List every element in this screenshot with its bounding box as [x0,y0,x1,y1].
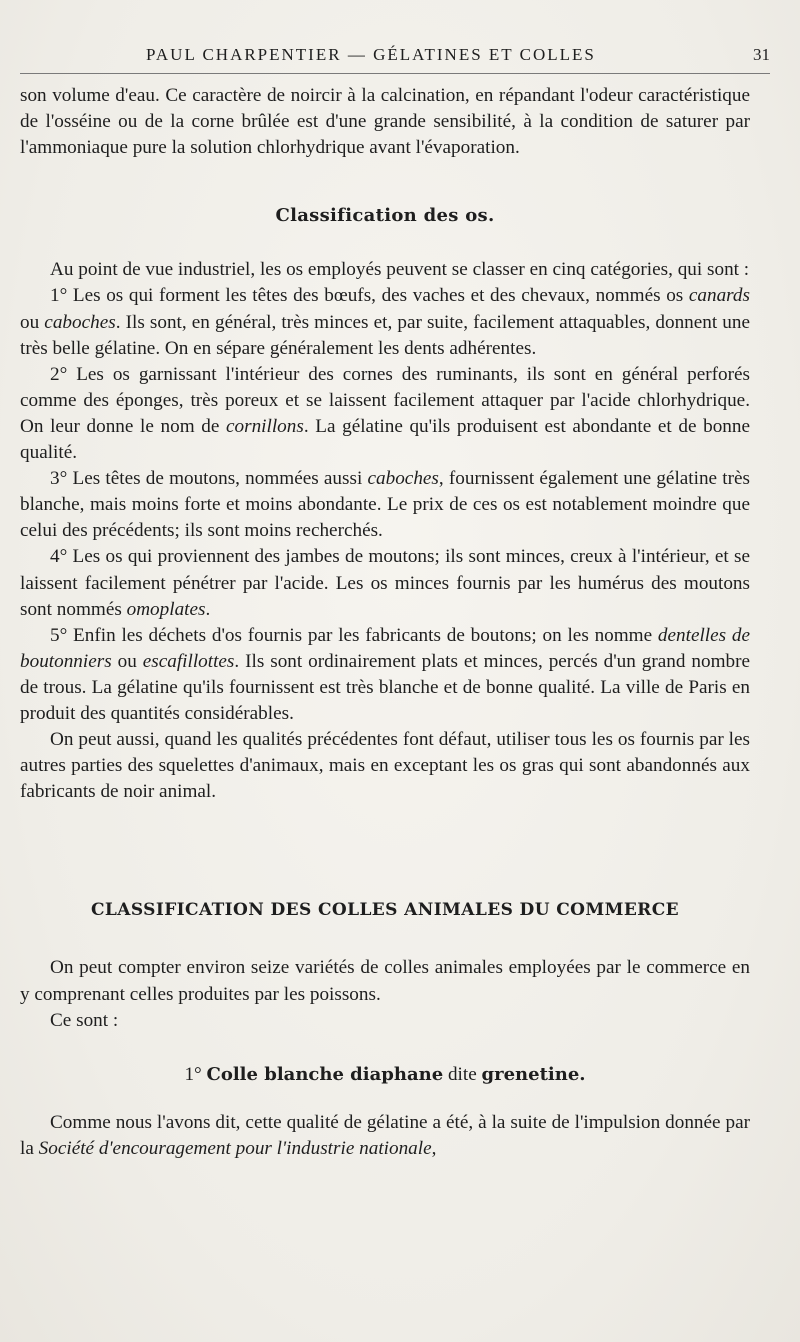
running-title: PAUL CHARPENTIER — GÉLATINES ET COLLES [146,45,596,64]
paragraph-category-4: 4° Les os qui proviennent des jambes de moutons; ils sont minces, creux à l'intérieur, et se laissent facilement pénétrer par l'acide. Les os minces fournis par les humérus des moutons sont nommés omoplates. [20,546,750,620]
paragraph-category-3: 3° Les têtes de moutons, nommées aussi caboches, fournissent également une gélatine très blanche, mais moins forte et moins abondante. Le prix de ces os est notablement moindre que celui des précédents; ils sont moins recherchés. [20,468,750,542]
paragraph-varieties: On peut compter environ seize variétés de colles animales employées par le commerce en y comprenant celles produites par les poissons. [20,957,750,1005]
paragraph-category-1: 1° Les os qui forment les têtes des bœufs, des vaches et des chevaux, nommés os canards ou caboches. Ils sont, en général, très minces et, par suite, facilement attaquables, donnent une très belle gélatine. On en sépare généralement les dents adhérentes. [20,285,751,359]
paragraph-intro-categories: Au point de vue industriel, les os employés peuvent se classer en cinq catégories, qui sont : [50,259,750,281]
running-header [20,45,770,65]
paragraph-category-2: 2° Les os garnissant l'intérieur des cornes des ruminants, ils sont en général perforés comme des éponges, très poreux et se laissent facilement attaquer par l'acide chlorhydrique. On leur donne le nom de cornillons. La gélatine qu'ils produisent est abondante et de bonne qualité. [20,363,750,464]
header-rule [20,73,770,74]
paragraph-continuation: son volume d'eau. Ce caractère de noircir à la calcination, en répandant l'odeur caractéristique de l'osséine ou de la corne brûlée est d'une grande sensibilité, à la condition de saturer par l'ammoniaque pure la solution chlorhydrique avant l'évaporation. [20,85,750,159]
section-heading-glues: CLASSIFICATION DES COLLES ANIMALES DU COMMERCE [90,900,679,921]
paragraph-ce-sont: Ce sont : [50,1009,119,1031]
page-number: 31 [753,45,770,64]
paragraph-grenetine-intro: Comme nous l'avons dit, cette qualité de gélatine a été, à la suite de l'impulsion donnée par la Société d'encouragement pour l'industrie nationale, [20,1111,750,1159]
subheading-grenetine: 1° Colle blanche diaphane dite grenetine. [184,1063,586,1085]
page-body [20,83,750,1162]
section-heading-bones: Classification des os. [275,205,495,227]
paragraph-category-5: 5° Enfin les déchets d'os fournis par les fabricants de boutons; on les nomme dentelles de boutonniers ou escafillottes. Ils sont ordinairement plats et minces, percés d'un grand nombre de trous. La gélatine qu'ils fournissent est très blanche et de bonne qualité. La ville de Paris en produit des quantités considérables. [20,624,751,724]
paragraph-other-bones: On peut aussi, quand les qualités précédentes font défaut, utiliser tous les os fournis par les autres parties des squelettes d'animaux, mais en exceptant les os gras qui sont abandonnés aux fabricants de noir animal. [20,729,750,803]
